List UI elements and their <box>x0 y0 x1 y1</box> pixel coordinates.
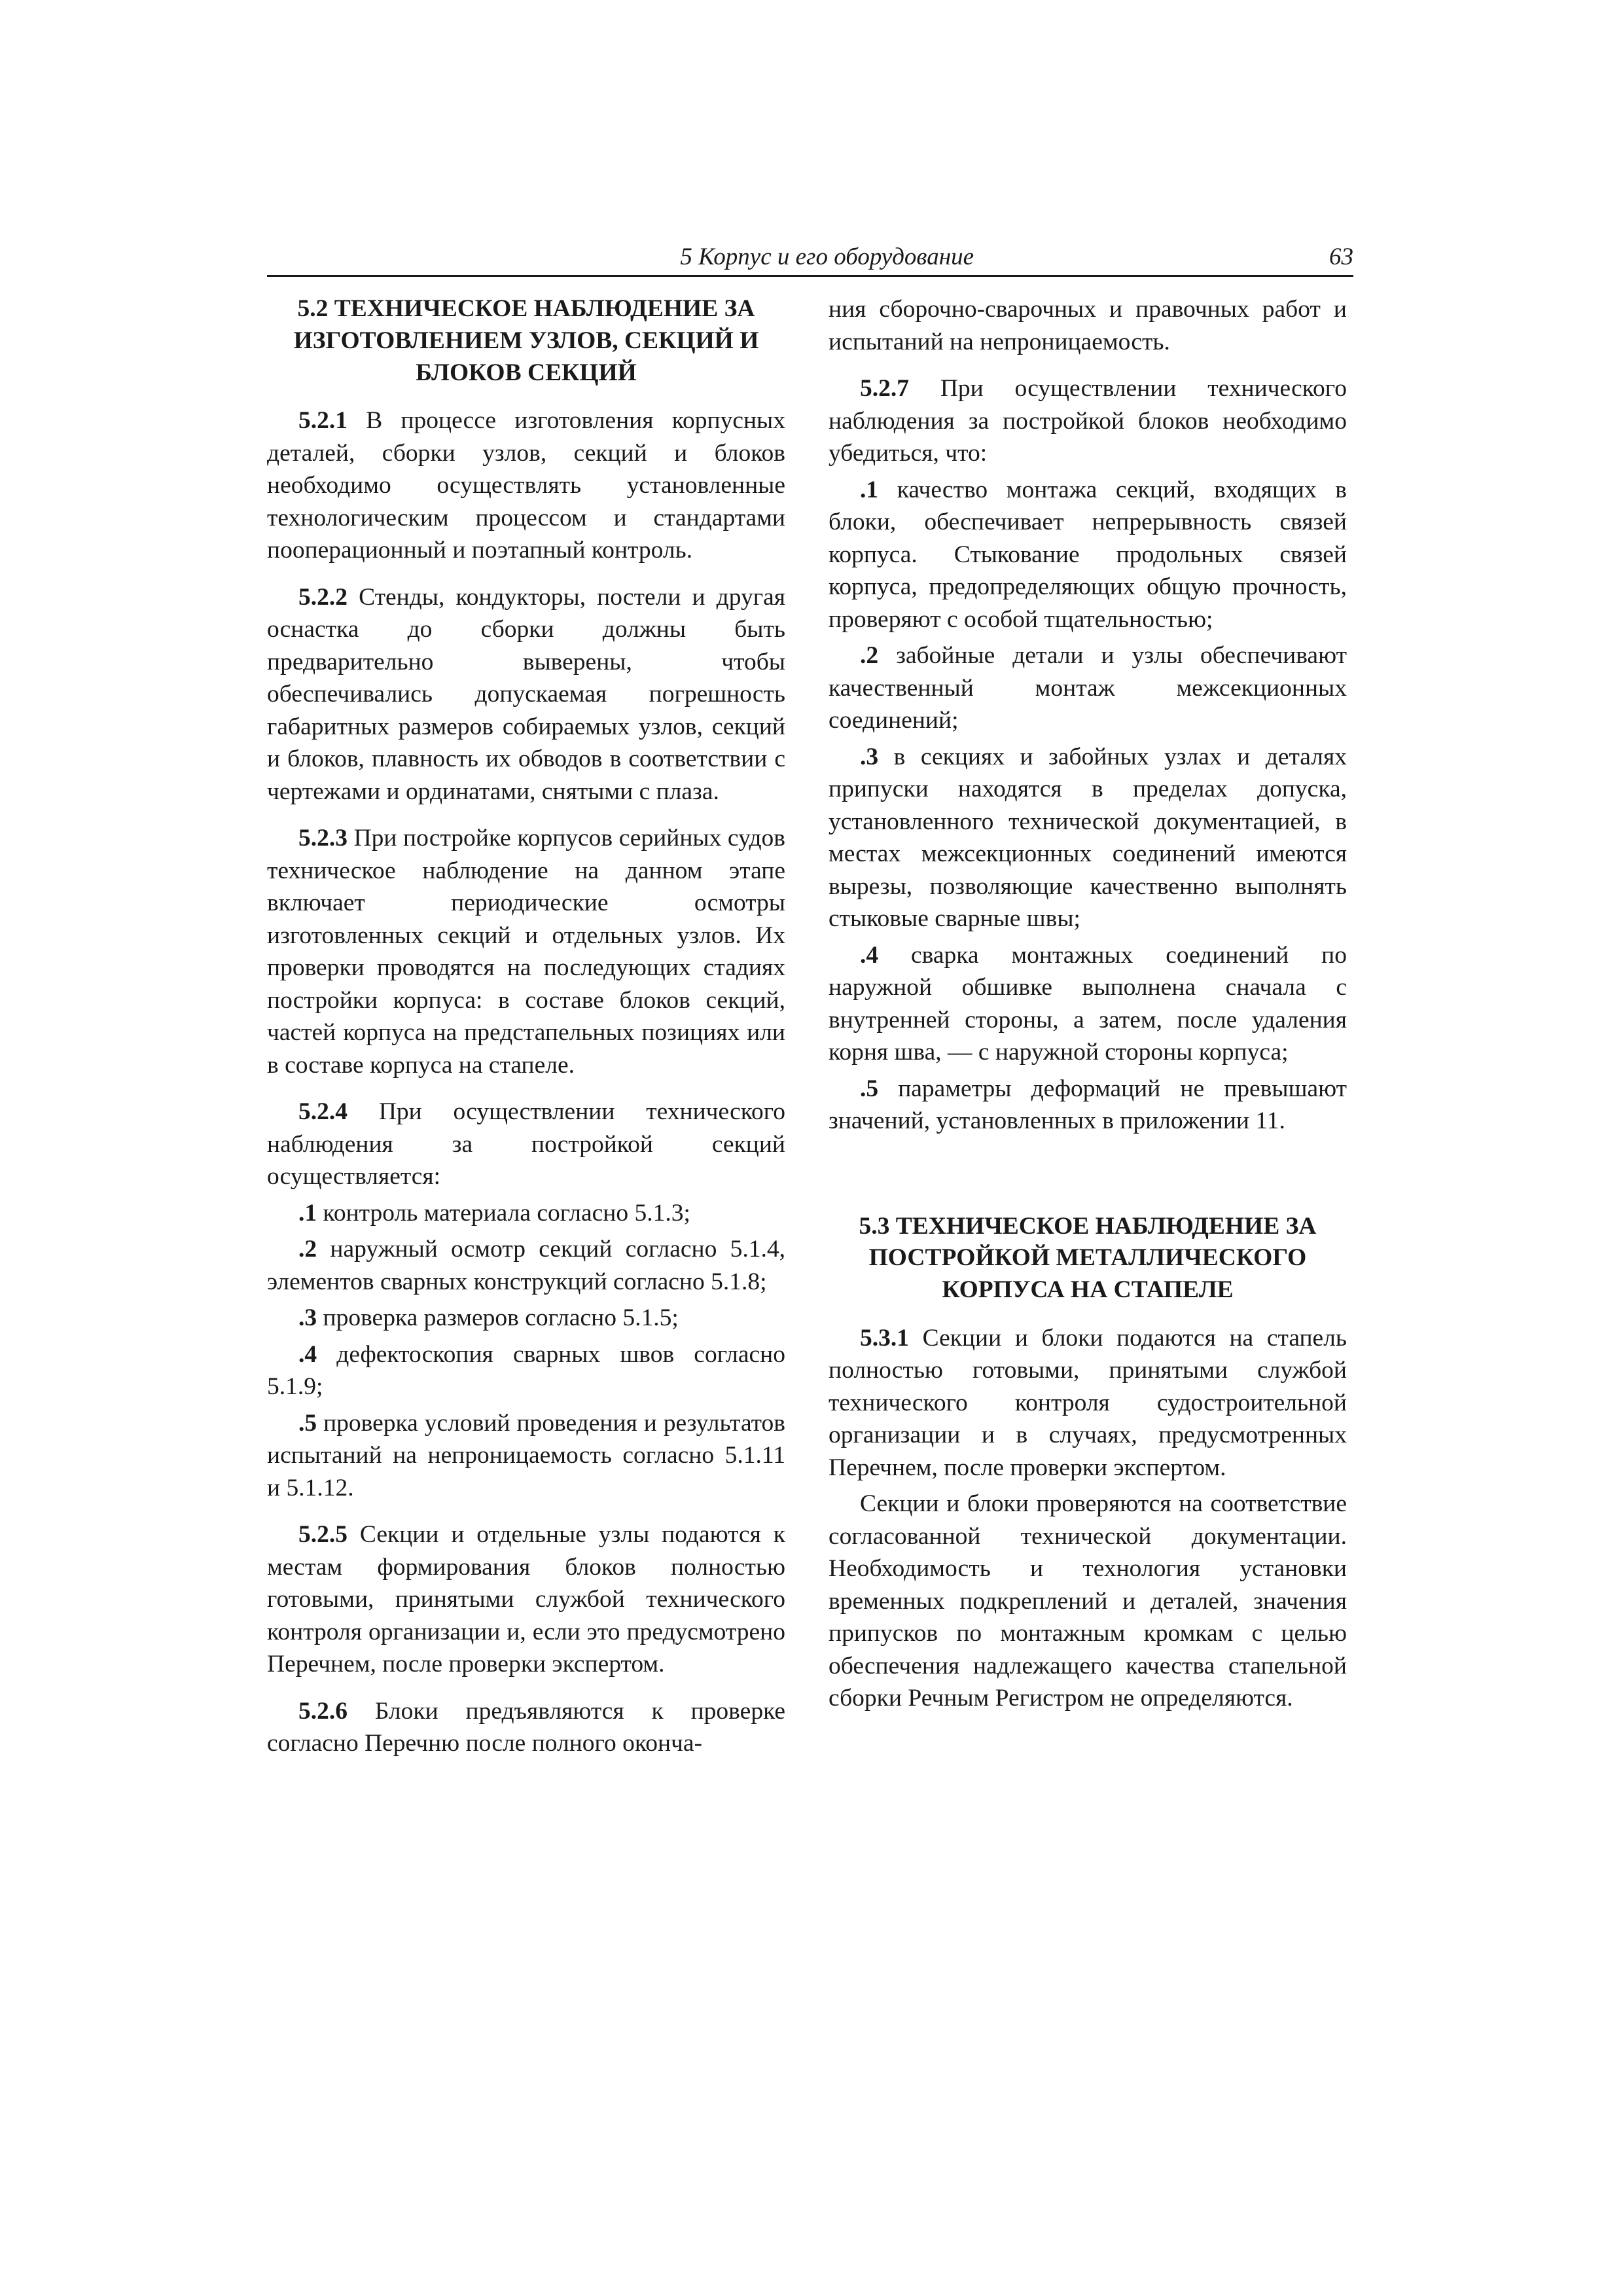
item-number: .5 <box>298 1409 317 1437</box>
item-number: .2 <box>860 642 879 669</box>
clause-number: 5.2.5 <box>298 1521 348 1549</box>
clause-number: 5.2.7 <box>860 375 909 402</box>
paragraph-5-2-5 <box>267 1518 785 1681</box>
paragraph-text: Блоки предъявляются к проверке согласно Перечню после полного оконча- <box>267 1697 785 1757</box>
section-heading-5-2: 5.2 ТЕХНИЧЕСКОЕ НАБЛЮДЕНИЕ ЗА ИЗГОТОВЛЕНИЕМ УЗЛОВ, СЕКЦИЙ И БЛОКОВ СЕКЦИЙ <box>293 295 759 386</box>
paragraph-text: При осуществлении технического наблюдения за постройкой секций осуществляется: <box>267 1098 785 1191</box>
item-number: .4 <box>298 1340 317 1368</box>
item-text: забойные детали и узлы обеспечивают качественный монтаж межсекционных соединений; <box>829 642 1347 734</box>
paragraph-5-3-1-second: Секции и блоки проверяются на соответствие согласованной технической документации. Необходимость и технология установки временных подкреплений и деталей, значения припусков по монтажным кромкам с целью обеспечения надлежащего качества стапельной сборки Речным Регистром не определяются. <box>829 1490 1347 1712</box>
list-item <box>829 741 1347 935</box>
clause-number: 5.2.2 <box>298 583 348 611</box>
right-column <box>829 293 1347 1729</box>
paragraph-5-3-1 <box>829 1322 1347 1484</box>
paragraph-5-2-2 <box>267 581 785 808</box>
paragraph-5-2-6-continued: ния сборочно-сварочных и правочных работ и испытаний на непроницаемость. <box>829 296 1347 355</box>
item-number: .1 <box>860 476 879 503</box>
clause-number: 5.2.4 <box>298 1098 348 1126</box>
item-text: качество монтажа секций, входящих в блоки, обеспечивает непрерывность связей корпуса. Стыкование продольных связей корпуса, предопределяющих общую прочность, проверяют с особой тщательностью; <box>829 476 1347 633</box>
paragraph-text: В процессе изготовления корпусных деталей, сборки узлов, секций и блоков необходимо осуществлять установленные технологическим процессом и стандартами пооперационный и поэтапный контроль. <box>267 407 785 564</box>
paragraph-5-2-6 <box>267 1695 785 1760</box>
clause-number: 5.2.3 <box>298 825 348 852</box>
item-number: .2 <box>298 1236 317 1263</box>
item-number: .3 <box>298 1304 317 1332</box>
running-header-title: 5 Корпус и его оборудование <box>680 243 974 270</box>
item-text: сварка монтажных соединений по наружной обшивке выполнена сначала с внутренней стороны, а затем, после удаления корня шва, — с наружной стороны корпуса; <box>829 941 1347 1066</box>
clause-number: 5.2.6 <box>298 1697 348 1725</box>
item-text: контроль материала согласно 5.1.3; <box>317 1199 690 1227</box>
paragraph-5-2-1 <box>267 404 785 567</box>
item-text: в секциях и забойных узлах и деталях припуски находятся в пределах допуска, установленного технической документацией, в местах межсекционных соединений имеются вырезы, позволяющие качественно выполнять стыковые сварные швы; <box>829 743 1347 932</box>
paragraph-text: Стенды, кондукторы, постели и другая оснастка до сборки должны быть предварительно выверены, чтобы обеспечивались допускаемая погрешность габаритных размеров собираемых узлов, секций и блоков, плавность их обводов в соответствии с чертежами и ординатами, снятыми с плаза. <box>267 583 785 805</box>
paragraph-5-2-4 <box>267 1096 785 1193</box>
left-column <box>267 293 785 1774</box>
item-text: проверка размеров согласно 5.1.5; <box>317 1304 679 1332</box>
clause-number: 5.2.1 <box>298 407 348 435</box>
item-text: дефектоскопия сварных швов согласно 5.1.9; <box>267 1340 785 1401</box>
page-number: 63 <box>1329 243 1353 270</box>
paragraph-5-2-7 <box>829 372 1347 470</box>
item-number: .3 <box>860 743 879 770</box>
item-number: .1 <box>298 1199 317 1227</box>
paragraph-text: При осуществлении технического наблюдения за постройкой блоков необходимо убедиться, что: <box>829 375 1347 467</box>
clause-number: 5.3.1 <box>860 1324 909 1352</box>
page-header <box>267 236 1353 277</box>
item-text: параметры деформаций не превышают значений, установленных в приложении 11. <box>829 1075 1347 1134</box>
list-item <box>267 1197 785 1230</box>
list-item <box>267 1407 785 1505</box>
item-number: .4 <box>860 941 879 969</box>
list-item <box>267 1338 785 1403</box>
paragraph-text: Секции и отдельные узлы подаются к местам формирования блоков полностью готовыми, принятыми службой технического контроля организации и, если это предусмотрено Перечнем, после проверки экспертом. <box>267 1521 785 1678</box>
list-item <box>829 474 1347 636</box>
item-text: наружный осмотр секций согласно 5.1.4, элементов сварных конструкций согласно 5.1.8; <box>267 1236 785 1295</box>
list-item <box>829 939 1347 1069</box>
list-item <box>267 1233 785 1298</box>
item-text: проверка условий проведения и результатов испытаний на непроницаемость согласно 5.1.11 и 5.1.12. <box>267 1409 785 1501</box>
item-number: .5 <box>860 1075 879 1102</box>
list-item <box>829 1073 1347 1138</box>
section-heading-5-3: 5.3 ТЕХНИЧЕСКОЕ НАБЛЮДЕНИЕ ЗА ПОСТРОЙКОЙ МЕТАЛЛИЧЕСКОГО КОРПУСА НА СТАПЕЛЕ <box>859 1212 1317 1303</box>
paragraph-text: Секции и блоки подаются на стапель полностью готовыми, принятыми службой технического контроля судостроительной организации и в случаях, предусмотренных Перечнем, после проверки экспертом. <box>829 1324 1347 1481</box>
list-item <box>267 1302 785 1335</box>
paragraph-text: При постройке корпусов серийных судов техническое наблюдение на данном этапе включает периодические осмотры изготовленных секций и отдельных узлов. Их проверки проводятся на последующих стадиях постройки корпуса: в составе блоков секций, частей корпуса на предстапельных позициях или в составе корпуса на стапеле. <box>267 825 785 1079</box>
list-item <box>829 639 1347 737</box>
paragraph-5-2-3 <box>267 822 785 1081</box>
